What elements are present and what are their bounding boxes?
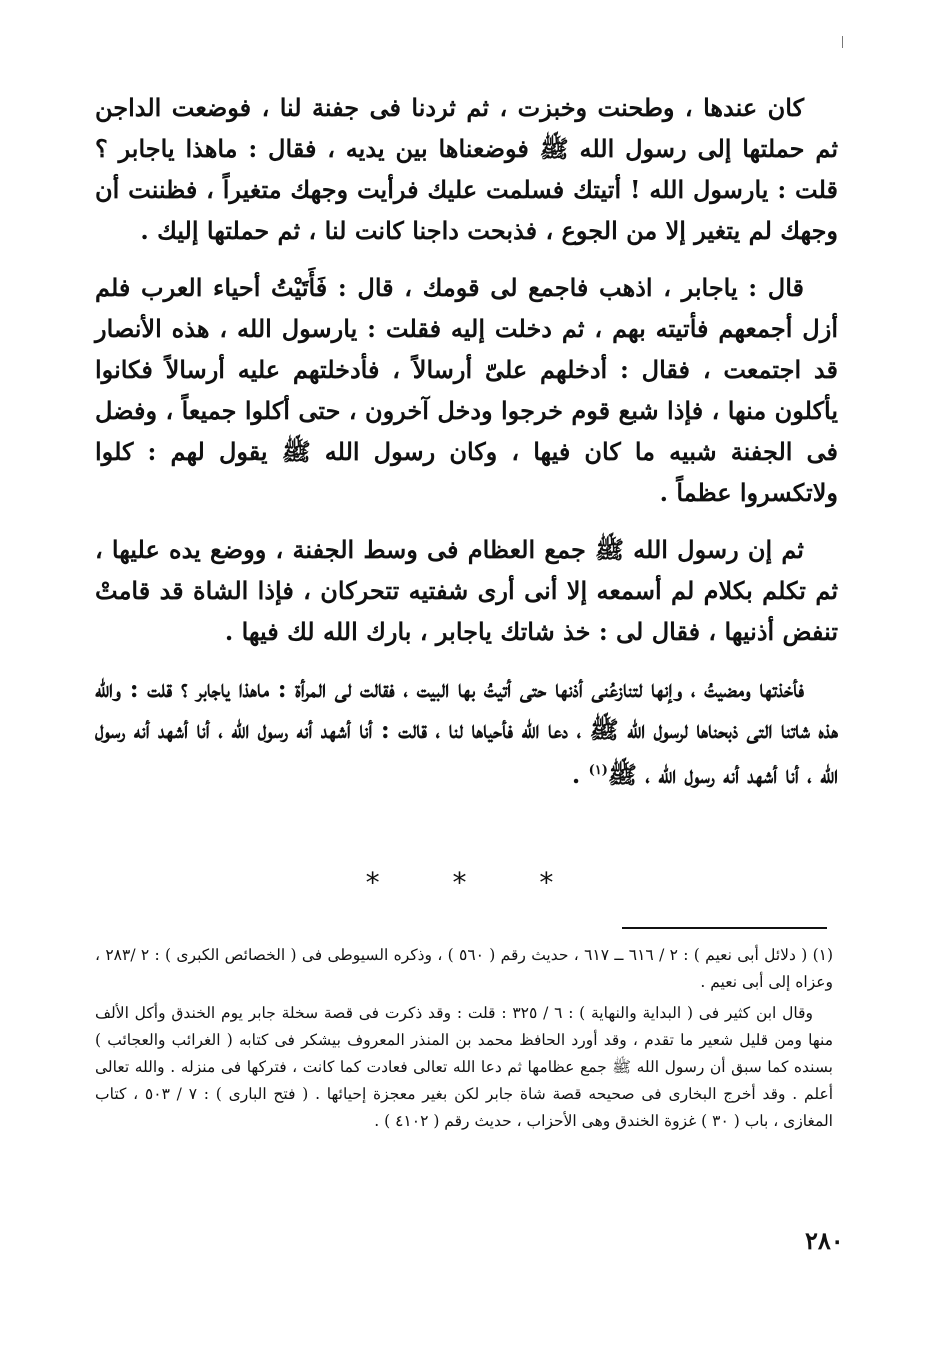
footnotes <box>95 942 833 1139</box>
main-text <box>95 87 838 811</box>
scan-edge-mark <box>842 36 843 48</box>
footnote-1-continuation: وقال ابن كثير فى ( البداية والنهاية ) : ٦ / ٣٢٥ : قلت : وقد ذكرت فى قصة سخلة جابر يوم الخندق وأكل الألف منها ومن قليل شعير ما تقدم ، وقد أورد الحافظ محمد بن المنذر المعروف بيشكر فى كتابه ( الغرائب والعجائب ) بسنده كما سبق أن رسول الله ﷺ جمع عظامها ثم دعا الله تعالى فعادت كما كانت ، فتركها فى منزله . والله تعالى أعلم . وقد أخرج البخارى فى صحيحه قصة شاة جابر لكن بغير معجزة إحيائها . ( فتح البارى ) : ٧ / ٥٠٣ ، كتاب المغازى ، باب ( ٣٠ ) غزوة الخندق وهى الأحزاب ، حديث رقم ( ٤١٠٢ ) . <box>95 1004 834 1130</box>
paragraph-3: ثم إن رسول الله ﷺ جمع العظام فى وسط الجفنة ، ووضع يده عليها ، ثم تكلم بكلام لم أسمعه إلا أنى أرى شفتيه تتحركان ، فإذا الشاة قد قامتْ تنفض أذنيها ، فقال لى : خذ شاتك ياجابر ، بارك الله لك فيها . <box>95 535 838 646</box>
paragraph-4-end: . <box>571 760 589 789</box>
footnote-rule <box>622 927 827 929</box>
footnote-1: (١) ( دلائل أبى نعيم ) : ٢ / ٦١٦ ــ ٦١٧ ، حديث رقم ( ٥٦٠ ) ، وذكره السيوطى فى ( الخصائص الكبرى ) : ٢ /٢٨٣ ، وعزاه إلى أبى نعيم . <box>95 946 834 991</box>
paragraph-4 <box>95 668 838 795</box>
section-separator: * * * <box>365 866 586 899</box>
paragraph-2: قال : ياجابر ، اذهب فاجمع لى قومك ، قال : فَأَتَيْتُ أحياء العرب فلم أزل أجمعهم فأتيته بهم ، ثم دخلت إليه فقلت : يارسول الله ، هذه الأنصار قد اجتمعت ، فقال : أدخلهم علىّ أرسالاً ، فأدخلتهم عليه أرسالاً فكانوا يأكلون منها ، فإذا شبع قوم خرجوا ودخل آخرون ، حتى أكلوا جميعاً ، وفضل فى الجفنة شبيه ما كان فيها ، وكان رسول الله ﷺ يقول لهم : كلوا ولاتكسروا عظماً . <box>95 273 838 507</box>
paragraph-1: كان عندها ، وطحنت وخبزت ، ثم ثردنا فى جفنة لنا ، فوضعت الداجن ثم حملتها إلى رسول الله ﷺ فوضعناها بين يديه ، فقال : ماهذا ياجابر ؟ قلت : يارسول الله ! أتيتك فسلمت عليك فرأيت وجهك متغيراً ، فظننت أن وجهك لم يتغير إلا من الجوع ، فذبحت داجنا كانت لنا ، ثم حملتها إليك . <box>95 93 838 245</box>
footnote-reference[interactable]: (١) <box>588 763 608 778</box>
paragraph-4-text: فأخذتها ومضيتُ ، وإنها لتنازعُنى أذنها حتى أتيتُ بها البيت ، فقالت لى المرأة : ماهذا ياجابر ؟ قلت : والله هذه شاتنا التى ذبحناها لرسول الله ﷺ ، دعا الله فأحياها لنا ، قالت : أنا أشهد أنه رسول الله ، أنا أشهد أنه رسول الله ، أنا أشهد أنه رسول الله ، ﷺ <box>95 674 838 789</box>
page-number: ٢٨٠ <box>805 1226 844 1255</box>
